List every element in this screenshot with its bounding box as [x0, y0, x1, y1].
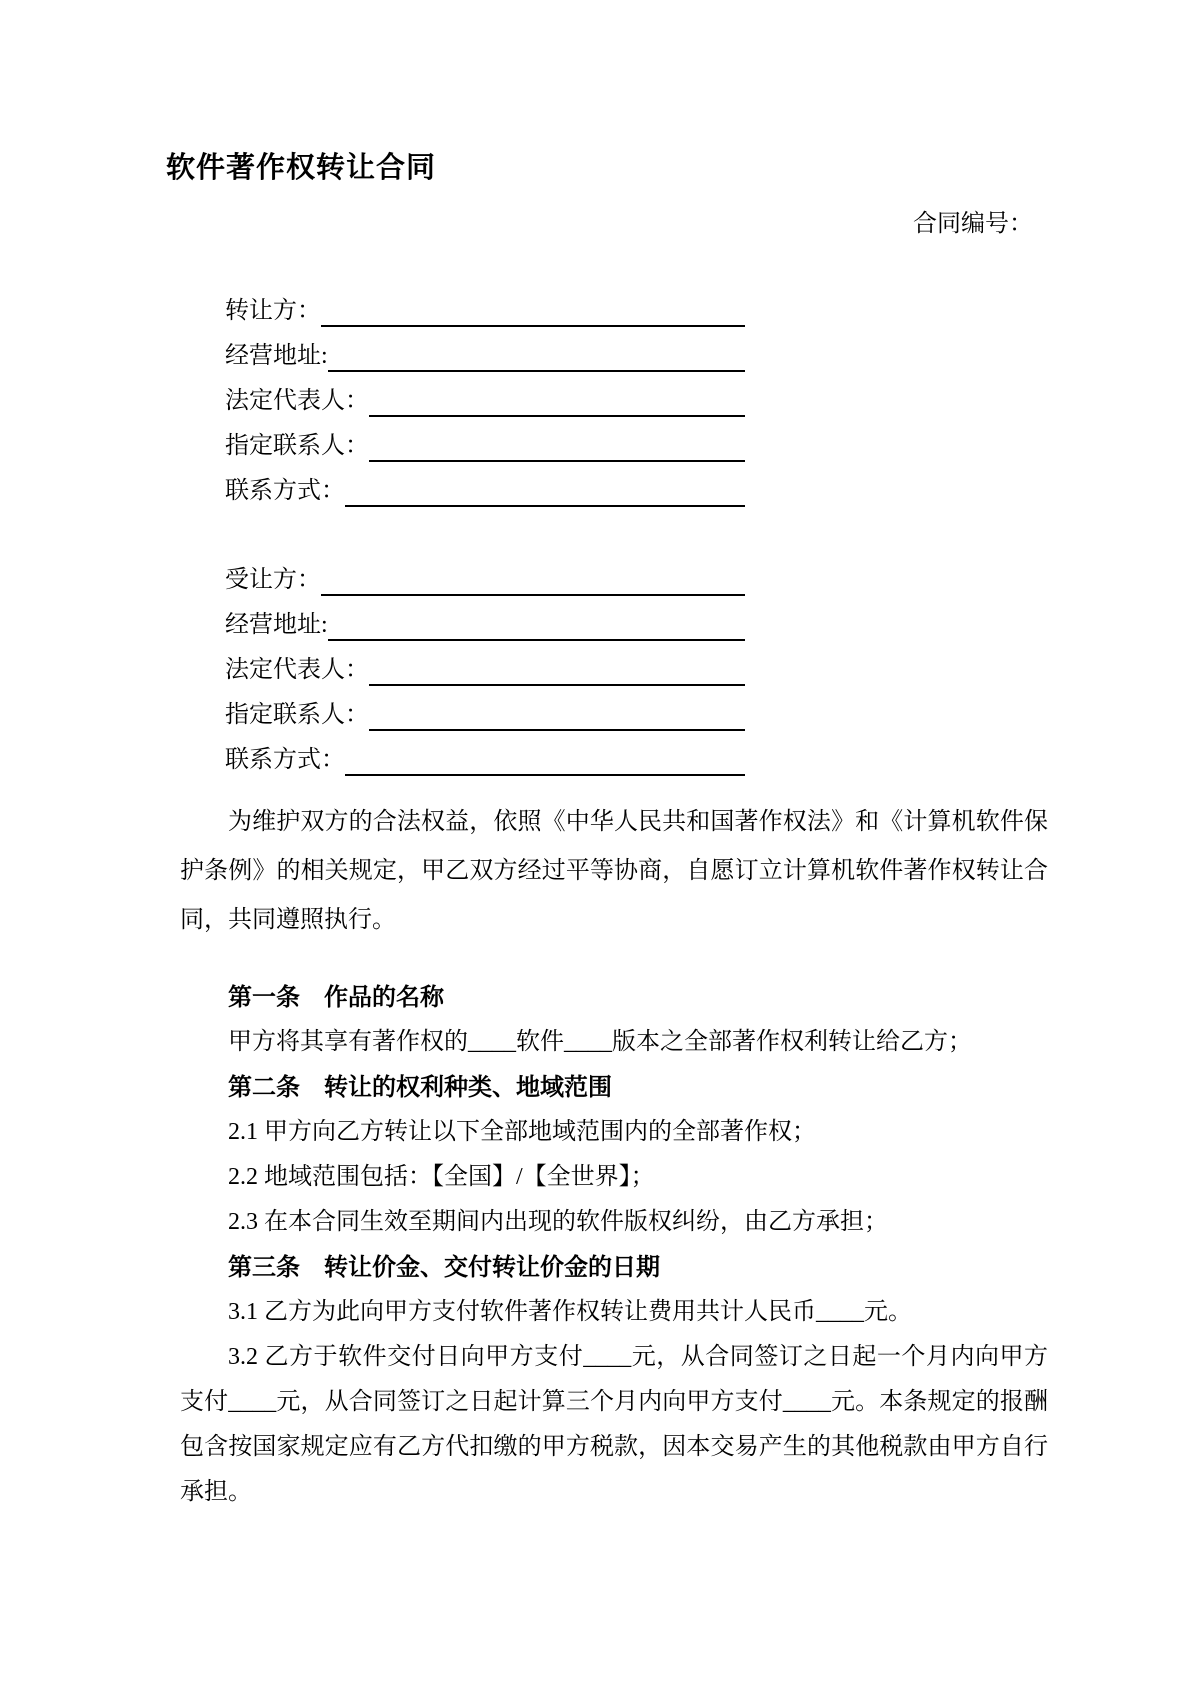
article-3-heading: 第三条 转让价金、交付转让价金的日期: [228, 1254, 660, 1281]
intro-paragraph: 为维护双方的合法权益，依照《中华人民共和国著作权法》和《计算机软件保护条例》的相关规定，甲乙双方经过平等协商，自愿订立计算机软件著作权转让合同，共同遵照执行。: [180, 809, 1048, 933]
fill-in-line-transferee: [321, 564, 745, 596]
article-1-paragraph-1: 甲方将其享有著作权的____软件____版本之全部著作权利转让给乙方；: [228, 1029, 972, 1055]
fill-in-line-legal-representative: [369, 385, 745, 417]
field-label-designated-contact-2: 指定联系人：: [225, 702, 369, 728]
field-row-contact-method-2: [225, 731, 745, 776]
field-row-legal-representative: [225, 372, 745, 417]
fill-in-line-contact-method: [345, 475, 745, 507]
field-row-transferor: [225, 282, 745, 327]
field-label-transferee: 受让方：: [225, 567, 321, 593]
field-row-transferee: [225, 551, 745, 596]
fill-in-line-business-address-2: [328, 609, 745, 641]
field-row-designated-contact: [225, 417, 745, 462]
article-3-paragraph-1: 3.1 乙方为此向甲方支付软件著作权转让费用共计人民币____元。: [228, 1299, 912, 1325]
transferor-info-block: [225, 282, 1048, 507]
article-2-paragraph-1: 2.1 甲方向乙方转让以下全部地域范围内的全部著作权；: [228, 1119, 816, 1145]
fill-in-line-designated-contact: [369, 430, 745, 462]
article-2-paragraph-3: 2.3 在本合同生效至期间内出现的软件版权纠纷，由乙方承担；: [228, 1209, 888, 1235]
field-row-business-address-2: [225, 596, 745, 641]
field-row-contact-method: [225, 462, 745, 507]
fill-in-line-transferor: [321, 295, 745, 327]
document-title: 软件著作权转让合同: [166, 152, 437, 184]
field-label-designated-contact: 指定联系人：: [225, 433, 369, 459]
field-label-contact-method-2: 联系方式：: [225, 747, 345, 773]
article-2-paragraph-2: 2.2 地域范围包括：【全国】/【全世界】；: [228, 1164, 655, 1190]
article-3-paragraph-2: 3.2 乙方于软件交付日向甲方支付____元，从合同签订之日起一个月内向甲方支付____元，从合同签订之日起计算三个月内向甲方支付____元。本条规定的报酬包含按国家规定应有乙方代扣缴的甲方税款，因本交易产生的其他税款由甲方自行承担。: [180, 1344, 1048, 1505]
field-label-business-address-2: 经营地址:: [225, 612, 328, 638]
field-label-contact-method: 联系方式：: [225, 478, 345, 504]
contract-number-label: 合同编号：: [913, 211, 1033, 237]
field-row-business-address: [225, 327, 745, 372]
fill-in-line-business-address: [328, 340, 745, 372]
field-label-transferor: 转让方：: [225, 298, 321, 324]
contract-articles: [180, 975, 1048, 1515]
article-2-heading: 第二条 转让的权利种类、地域范围: [228, 1074, 612, 1101]
field-label-legal-representative-2: 法定代表人：: [225, 657, 369, 683]
fill-in-line-legal-representative-2: [369, 654, 745, 686]
field-row-designated-contact-2: [225, 686, 745, 731]
field-row-legal-representative-2: [225, 641, 745, 686]
field-label-business-address: 经营地址:: [225, 343, 328, 369]
field-label-legal-representative: 法定代表人：: [225, 388, 369, 414]
transferee-info-block: [225, 551, 1048, 776]
fill-in-line-contact-method-2: [345, 744, 745, 776]
fill-in-line-designated-contact-2: [369, 699, 745, 731]
article-1-heading: 第一条 作品的名称: [228, 984, 444, 1011]
